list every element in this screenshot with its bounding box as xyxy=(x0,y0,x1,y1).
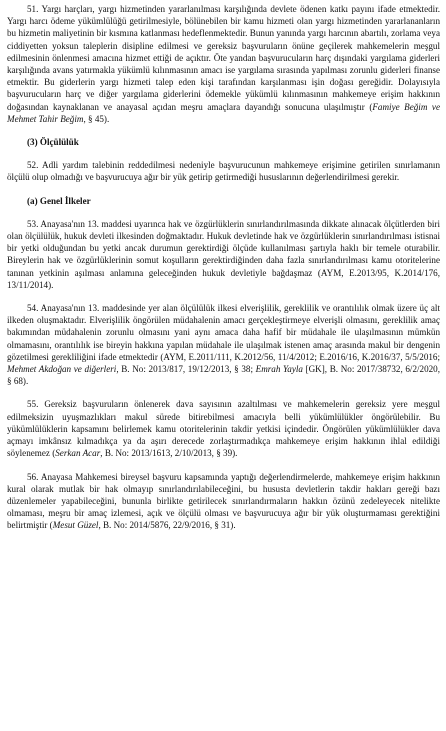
paragraph-54-mid: , B. No: 2013/817, 19/12/2013, § 38; xyxy=(116,364,256,375)
paragraph-54-text: 54. Anayasa'nın 13. maddesinde yer alan ölçülülük ilkesi elverişlilik, gereklilik ve orantılılık olmak üzere üç alt ilkeden oluşmaktadır. Elverişlilik öngörülen müdahalenin amacı gerçekleştirmeye elverişli olmasını, gereklilik amaç bakımından müdahalenin zorunlu olmasını yani aynı amaca daha hafif bir müdahale ile ulaşılmasının mümkün olmamasını, orantılılık ise bireyin hakkına yapılan müdahale ile ulaşılmak istenen amaç arasında makul bir dengenin gözetilmesi gerekliliğini ifade etmektedir (AYM, E.2011/111, K.2012/56, 11/4/2012; E.2016/16, K.2016/37, 5/5/2016; xyxy=(7,303,440,362)
paragraph-52: 52. Adli yardım talebinin reddedilmesi nedeniyle başvurucunun mahkemeye erişimine getirilen sınırlamanın ölçülü olup olmadığı ve başvurucuya ağır bir yük getirip getirmediği hususlarının değerlendirilmesi gerekir. xyxy=(7,160,440,183)
case-citation: Mehmet Akdoğan ve diğerleri xyxy=(7,364,117,375)
case-citation: Famiye Beğim ve Mehmet Tahir Beğim xyxy=(7,101,440,124)
section-heading-genel-ilkeler: (a) Genel İlkeler xyxy=(27,195,91,206)
paragraph-55 xyxy=(7,398,440,459)
case-citation: Serkan Acar xyxy=(55,448,101,459)
paragraph-54-tail: [GK], B. No: 2017/38732, 6/2/2020, § 68). xyxy=(7,364,440,387)
case-citation: Emrah Yayla xyxy=(255,364,303,375)
paragraph-54 xyxy=(7,302,440,387)
paragraph-56-tail: , B. No: 2014/5876, 22/9/2016, § 31). xyxy=(98,520,236,531)
paragraph-51 xyxy=(7,3,440,125)
paragraph-55-text: 55. Gereksiz başvuruların önlenerek dava sayısının azaltılması ve mahkemelerin gereksiz yere meşgul edilmeksizin uyuşmazlıkları makul sürede bitirebilmesi amacıyla belli yükümlülükler öngörülebilir. Bu yükümlülüklerin kapsamını belirlemek kamu otoritelerinin takdir yetkisi içindedir. Öngörülen yükümlülükler dava açmayı imkânsız kılmadıkça ya da aşırı derecede zorlaştırmadıkça mahkemeye erişim hakkının ihlal edildiği söylenemez ( xyxy=(7,399,440,459)
paragraph-55-tail: , B. No: 2013/1613, 2/10/2013, § 39). xyxy=(100,448,238,459)
section-heading-olculuk: (3) Ölçülülük xyxy=(27,137,79,148)
paragraph-51-tail: , § 45). xyxy=(83,113,110,124)
paragraph-51-text: 51. Yargı harçları, yargı hizmetinden yararlanılması karşılığında devlete ödenen katkı payını ifade etmektedir. Yargı harcı ödeme yükümlülüğü getirilmesiyle, bölünebilen bir kamu hizmeti olan yargı hizmetinden yararlananların bu hizmetin maliyetinin bir kısmına katlanması hedeflenmektedir. Bunun yanında yargı harcının abartılı, zorlama veya ciddiyetten yoksun taleplerin disipline edilmesi ve gereksiz başvuruların önüne geçilerek mahkemelerin meşgul edilmesinin önlenmesi amacına hizmet ettiği de açıktır. Öte yandan başvurucuların harç dışındaki yargılama giderleri karşılığında avans yatırmakla yükümlü kılınmasının amacı ise yargılama sırasında yapılması zorunlu giderleri finanse etmektir. Bu giderlerin yargı hizmeti talep eden kişi tarafından karşılanması işin doğası gereğidir. Dolayısıyla başvurucuların harç ve diğer yargılama giderlerini ödemekle yükümlü kılınmasının mahkemeye erişim hakkının doğasından kaynaklanan ve anayasal açıdan meşru amaçlara dayandığı sonucuna ulaşılmıştır ( xyxy=(7,4,440,112)
case-citation: Mesut Güzel xyxy=(52,520,99,531)
paragraph-56-text: 56. Anayasa Mahkemesi bireysel başvuru kapsamında yaptığı değerlendirmelerde, mahkemeye erişim hakkının kural olarak mutlak bir hak olmayıp sınırlandırılabileceğini, bu hususta devletlerin takdir hakları gereği bazı düzenlemeler yapabileceğini, bununla birlikte getirilecek sınırlandırmaların hakkın özünü zedeleyecek nitelikte olmaması, meşru bir amaç izlemesi, açık ve ölçülü olması ve başvurucuya ağır bir yük oluşturmaması gerektiğini belirtmiştir ( xyxy=(7,471,440,531)
paragraph-56 xyxy=(7,471,440,532)
paragraph-53: 53. Anayasa'nın 13. maddesi uyarınca hak ve özgürlüklerin sınırlandırılmasında dikkate alınacak ölçütlerden biri olan ölçülülük, hukuk devleti ilkesinden doğmaktadır. Hukuk devletinde hak ve özgürlüklerin sınırlandırılması istisnai bir yetki olduğundan bu yetki ancak durumun gerektirdiği ölçüde kullanılması şartıyla haklı bir temele oturabilir. Bireylerin hak ve özgürlüklerinin somut koşulların gerektirdiğinden daha fazla sınırlandırılması kamu otoritelerine tanınan yetkinin aşılması anlamına geleceğinden hukuk devletiyle bağdaşmaz (AYM, E.2013/95, K.2014/176, 13/11/2014). xyxy=(7,218,440,290)
